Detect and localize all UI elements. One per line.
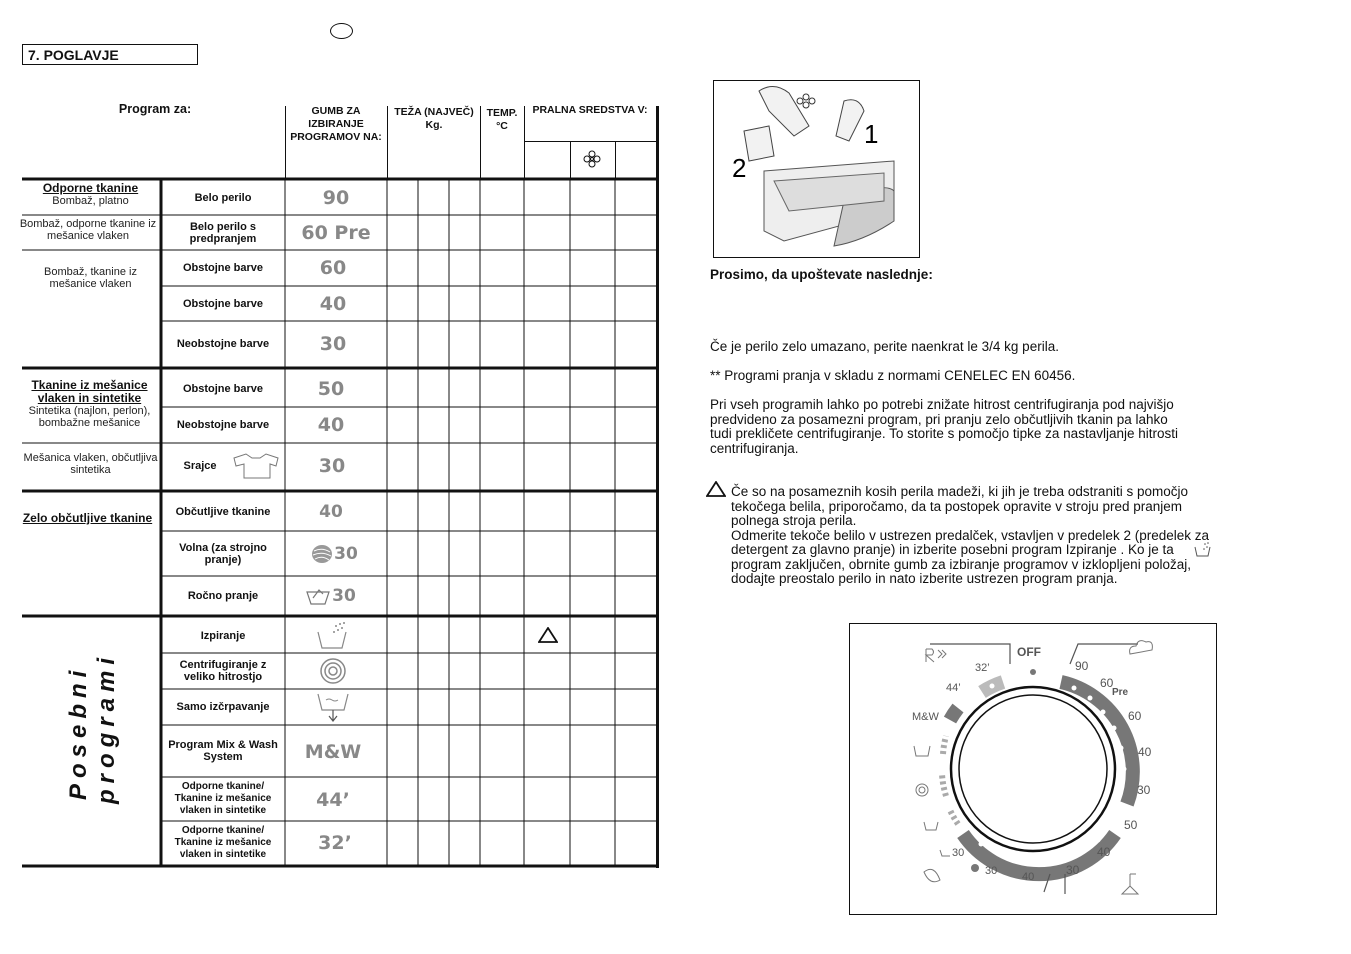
special-programs-label: Posebni	[65, 664, 92, 800]
dial-label: 30	[952, 847, 965, 859]
knob-value: 40	[319, 292, 347, 315]
category-very-delicate: Zelo občutljive tkanine	[22, 511, 153, 525]
handwash-icon	[305, 584, 331, 606]
program-dial-figure	[849, 623, 1217, 915]
program-name: Odporne tkanine/ Tkanine iz mešanice vlaken in sintetike	[174, 781, 272, 816]
program-name: Belo perilo	[194, 192, 252, 204]
knob-value: 50	[317, 377, 345, 400]
program-name: Volna (za strojno pranje)	[179, 541, 267, 566]
dial-label: 30	[1137, 783, 1151, 797]
knob-value: 40	[317, 414, 345, 436]
knob-value: 30	[332, 585, 356, 606]
spin-icon	[318, 656, 348, 686]
dial-label: 40	[1138, 745, 1152, 759]
knob-value: 44’	[316, 789, 350, 811]
program-name: Samo izčrpavanje	[176, 701, 270, 713]
program-name: Belo perilo s predpranjem	[189, 220, 257, 245]
category-cotton-mixed: Bombaž, odporne tkanine iz mešanice vlaken	[19, 218, 157, 242]
header-knob: GUMB ZA IZBIRANJE PROGRAMOV NA:	[290, 105, 382, 143]
notice-paragraph-3: Pri vseh programih lahko po potrebi znižate hitrost centrifugiranja pod najvišjo predvideno za posamezni program, pri pranju zelo občutljivih tkanin pa lahko tudi prekličete centrifugiranje. To storite s pomočjo tipke za nastavljanje hitrosti centrifugiranja.	[710, 397, 1178, 456]
program-name: Centrifugiranje z veliko hitrostjo	[179, 659, 267, 683]
knob-value: 40	[319, 502, 343, 522]
knob-value: 60 Pre	[301, 221, 371, 244]
category-resistant: Odporne tkanine Bombaž, platno	[42, 181, 139, 207]
dial-label: 32’	[975, 662, 990, 674]
category-cotton: Bombaž, tkanine iz mešanice vlaken	[44, 266, 137, 290]
rinse-inline-icon	[1193, 541, 1213, 557]
program-name: Neobstojne barve	[176, 419, 270, 431]
header-weight: TEŽA (NAJVEČ) Kg.	[394, 106, 474, 131]
dial-label: Pre	[1112, 687, 1129, 698]
header-program-for: Program za:	[118, 102, 192, 116]
notice-paragraph-4: Če so na posameznih kosih perila madeži, ki jih je treba odstraniti s pomočjo tekočega belila, priporočamo, da ta postopek opravite v stroju pred pranjem polnega stroja perila. Odmerite tekoče belilo v ustrezen predalček, vstavljen v predelek 2 (predelek za detergent za glavno pranje) in izberite posebni program Izpiranje . Ko je ta program zaključen, obrnite gumb za izbiranje programov v izklopljeni položaj, dodajte preostalo perilo in nato izberite ustrezen program pranja.	[731, 484, 1209, 586]
knob-value: 32’	[318, 832, 352, 854]
dial-label: 60	[1128, 709, 1142, 723]
knob-value: 30	[318, 455, 346, 477]
program-name: Srajce	[183, 460, 217, 472]
dial-label: M&W	[912, 711, 939, 723]
notice-paragraph-1: Če je perilo zelo umazano, perite naenkrat le 3/4 kg perila.	[710, 339, 1059, 354]
program-name: Ročno pranje	[187, 589, 259, 602]
figure-label-2: 2	[732, 153, 747, 183]
bleach-triangle-icon	[538, 627, 558, 643]
program-name: Obstojne barve	[182, 382, 264, 395]
knob-value: M&W	[304, 741, 362, 763]
knob-value: 30	[319, 332, 347, 355]
dial-label: 30	[1066, 863, 1080, 877]
notice-heading: Prosimo, da upoštevate naslednje:	[710, 267, 933, 282]
drain-icon	[316, 692, 350, 724]
program-name: Odporne tkanine/ Tkanine iz mešanice vlaken in sintetike	[174, 825, 272, 860]
program-name: Izpiranje	[200, 629, 246, 642]
program-name: Obstojne barve	[182, 297, 264, 310]
figure-label-1: 1	[864, 119, 879, 149]
dial-label: 40	[1097, 845, 1111, 859]
notice-paragraph-2: ** Programi pranja v skladu z normami CENELEC EN 60456.	[710, 368, 1076, 383]
shirt-icon	[232, 452, 280, 480]
header-temp: TEMP. °C	[486, 107, 518, 132]
knob-value: 60	[319, 257, 347, 279]
knob-value: 30	[334, 543, 358, 564]
knob-value: 90	[322, 187, 350, 209]
warning-triangle-icon	[706, 481, 726, 497]
header-detergents: PRALNA SREDSTVA V:	[532, 104, 648, 116]
detergent-drawer-figure	[713, 80, 920, 258]
wool-icon	[310, 543, 334, 565]
dial-label: 90	[1075, 659, 1089, 673]
category-synthetic: Tkanine iz mešanice vlaken in sintetike Sintetika (najlon, perlon), bombažne mešanice	[28, 378, 151, 429]
category-delicate-synthetic: Mešanica vlaken, občutljiva sintetika	[23, 452, 158, 476]
program-name: Obstojne barve	[182, 262, 264, 274]
dial-label: 50	[1124, 818, 1138, 832]
special-programs-label-2: programi	[93, 651, 120, 804]
dial-label: 40	[1022, 871, 1035, 883]
chapter-title: 7. POGLAVJE	[22, 44, 198, 65]
program-name: Občutljive tkanine	[175, 506, 271, 518]
dial-label: 60	[1100, 676, 1114, 690]
dial-label: 44’	[946, 682, 961, 694]
program-name: Program Mix & Wash System	[168, 739, 278, 763]
dial-off-label: OFF	[1017, 645, 1041, 659]
program-name: Neobstojne barve	[176, 337, 270, 350]
rinse-icon	[316, 620, 350, 650]
dial-label: 30	[985, 865, 998, 877]
